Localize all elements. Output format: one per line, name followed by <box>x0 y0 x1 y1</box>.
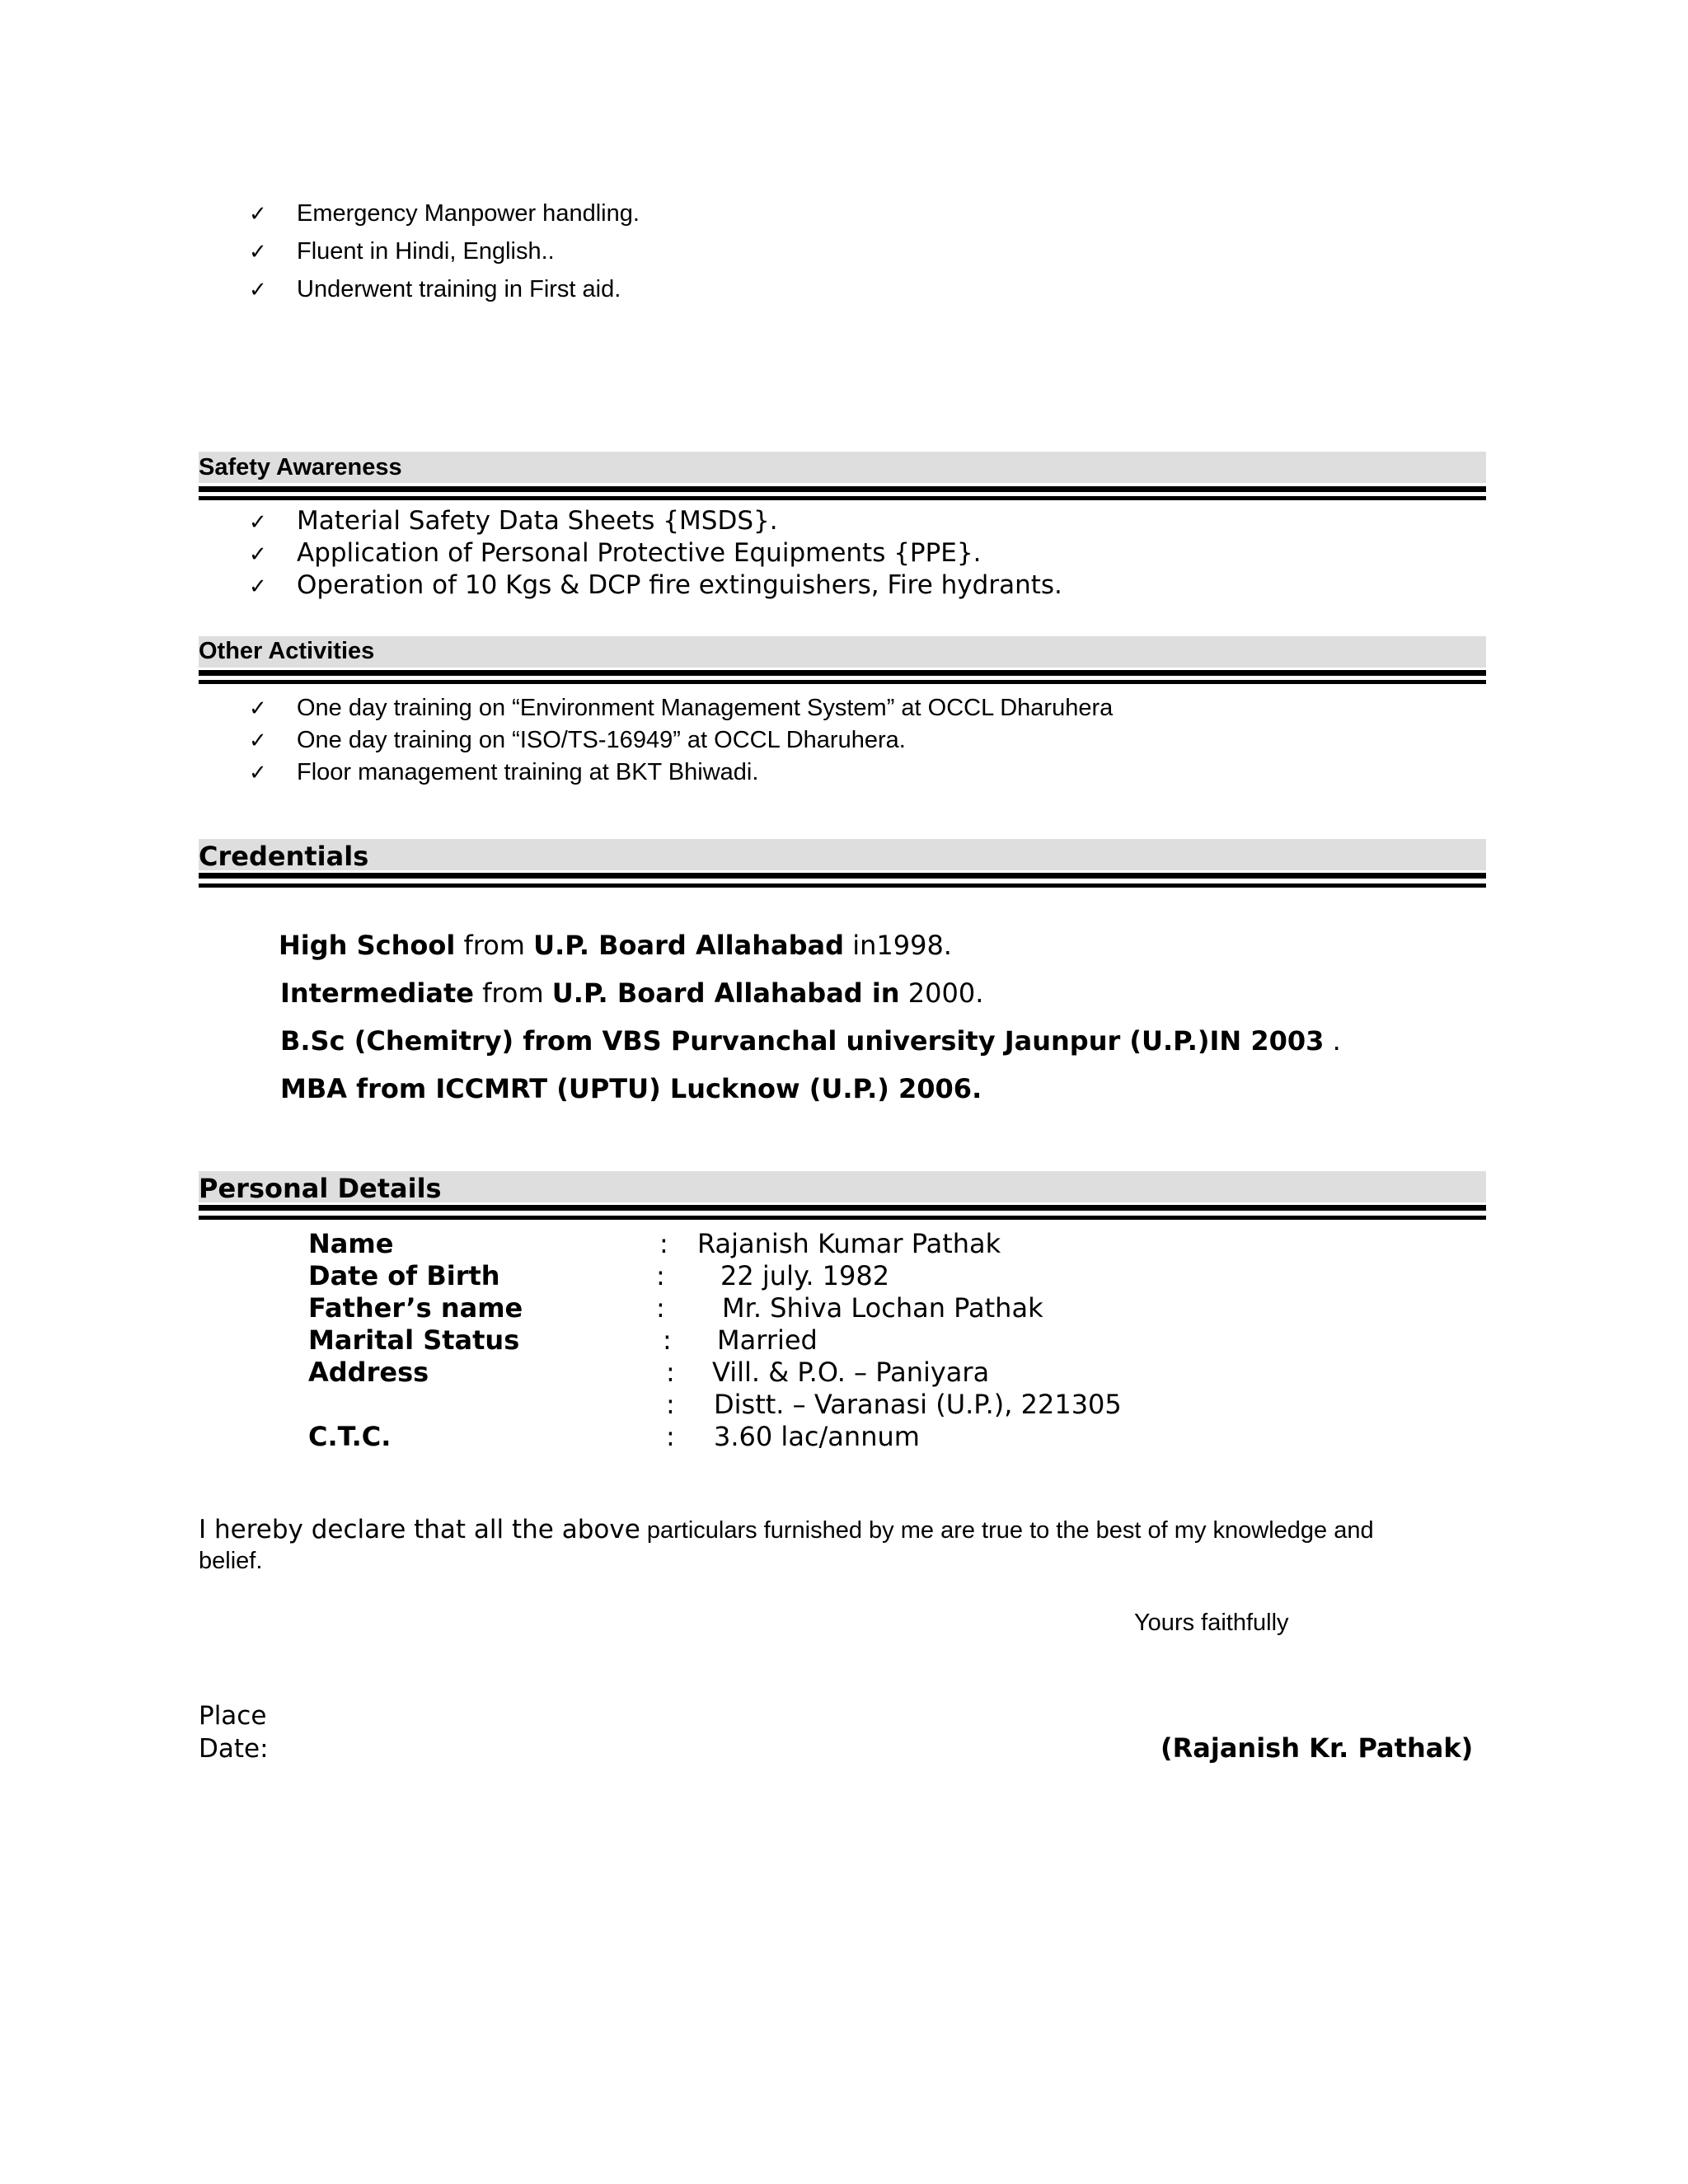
date-label: Date: <box>199 1734 269 1764</box>
credential-line <box>280 977 983 1009</box>
section-title-safety: Safety Awareness <box>199 454 402 480</box>
field-separator: : <box>656 1292 665 1324</box>
checkmark-icon: ✓ <box>249 278 267 302</box>
checkmark-icon: ✓ <box>249 729 267 753</box>
declaration-part: particulars furnished by me are true to the best of my knowledge and <box>640 1517 1374 1544</box>
checkmark-icon: ✓ <box>249 202 267 227</box>
checkmark-icon: ✓ <box>249 696 267 721</box>
field-value: 3.60 lac/annum <box>714 1421 920 1452</box>
field-value: Vill. & P.O. – Paniyara <box>712 1357 990 1388</box>
field-label: Address <box>308 1357 429 1388</box>
field-value: Distt. – Varanasi (U.P.), 221305 <box>714 1389 1122 1420</box>
section-title-credentials: Credentials <box>199 841 369 872</box>
section-divider <box>199 496 1486 500</box>
field-separator: : <box>666 1357 675 1388</box>
section-divider <box>199 873 1486 879</box>
section-header-background <box>199 636 1486 668</box>
credential-connector: from <box>455 930 534 961</box>
bullet-text: Underwent training in First aid. <box>297 276 621 302</box>
list-item <box>249 695 1113 722</box>
bullet-text: Material Safety Data Sheets {MSDS}. <box>297 506 778 536</box>
checkmark-icon: ✓ <box>249 574 267 599</box>
list-item <box>249 759 758 786</box>
place-label: Place <box>199 1701 267 1731</box>
section-divider <box>199 670 1486 676</box>
credential-connector: from <box>473 977 552 1009</box>
field-label: Name <box>308 1228 394 1259</box>
field-separator: : <box>666 1389 675 1420</box>
credential-year: 2000. <box>899 977 984 1009</box>
section-divider <box>199 1216 1486 1220</box>
field-label: Father’s name <box>308 1292 523 1324</box>
field-value: Mr. Shiva Lochan Pathak <box>722 1292 1043 1324</box>
checkmark-icon: ✓ <box>249 240 267 265</box>
credential-institution: U.P. Board Allahabad in <box>551 977 900 1009</box>
list-item <box>249 727 906 754</box>
bullet-text: One day training on “ISO/TS-16949” at OCCL Dharuhera. <box>297 727 906 753</box>
declaration-part: I hereby declare that all the above <box>199 1515 640 1544</box>
credential-qualification: MBA from ICCMRT (UPTU) Lucknow (U.P.) 2006. <box>280 1073 982 1104</box>
declaration-continuation: belief. <box>199 1548 263 1574</box>
signature-name: (Rajanish Kr. Pathak) <box>1160 1732 1474 1764</box>
field-separator: : <box>666 1421 675 1452</box>
list-item <box>249 200 640 227</box>
field-label: Date of Birth <box>308 1260 500 1291</box>
list-item <box>249 276 621 303</box>
credential-qualification: High School <box>279 930 456 961</box>
credential-line <box>280 1073 982 1104</box>
list-item <box>249 570 1062 600</box>
list-item <box>249 506 778 536</box>
bullet-text: Emergency Manpower handling. <box>297 200 640 227</box>
section-title-other: Other Activities <box>199 638 375 664</box>
section-header-background <box>199 839 1486 870</box>
field-value: 22 july. 1982 <box>720 1260 890 1291</box>
checkmark-icon: ✓ <box>249 542 267 567</box>
credential-institution: U.P. Board Allahabad <box>533 930 845 961</box>
bullet-text: Floor management training at BKT Bhiwadi. <box>297 759 759 785</box>
credential-year: . <box>1324 1025 1341 1057</box>
section-divider <box>199 486 1486 492</box>
field-value: Rajanish Kumar Pathak <box>697 1228 1001 1259</box>
credential-line <box>279 930 952 961</box>
section-divider <box>199 1205 1486 1211</box>
credential-line <box>280 1025 1341 1057</box>
bullet-text: Operation of 10 Kgs & DCP fire extinguishers, Fire hydrants. <box>297 570 1062 600</box>
field-separator: : <box>663 1324 672 1356</box>
credential-qualification: Intermediate <box>280 977 474 1009</box>
checkmark-icon: ✓ <box>249 510 267 535</box>
bullet-text: Application of Personal Protective Equipments {PPE}. <box>297 538 982 568</box>
section-divider <box>199 883 1486 888</box>
credential-qualification: B.Sc (Chemitry) from VBS Purvanchal university Jaunpur (U.P.)IN 2003 <box>280 1025 1325 1057</box>
field-label: Marital Status <box>308 1324 520 1356</box>
section-divider <box>199 680 1486 684</box>
field-label: C.T.C. <box>308 1421 392 1452</box>
list-item <box>249 538 981 568</box>
field-value: Married <box>717 1324 818 1356</box>
credential-year: in1998. <box>844 930 952 961</box>
declaration-text <box>199 1515 1486 1544</box>
bullet-text: Fluent in Hindi, English.. <box>297 238 555 265</box>
closing-salutation: Yours faithfully <box>1134 1610 1289 1636</box>
list-item <box>249 238 555 265</box>
section-title-personal: Personal Details <box>199 1173 442 1204</box>
bullet-text: One day training on “Environment Management System” at OCCL Dharuhera <box>297 695 1114 721</box>
checkmark-icon: ✓ <box>249 761 267 785</box>
field-separator: : <box>659 1228 668 1259</box>
field-separator: : <box>656 1260 665 1291</box>
